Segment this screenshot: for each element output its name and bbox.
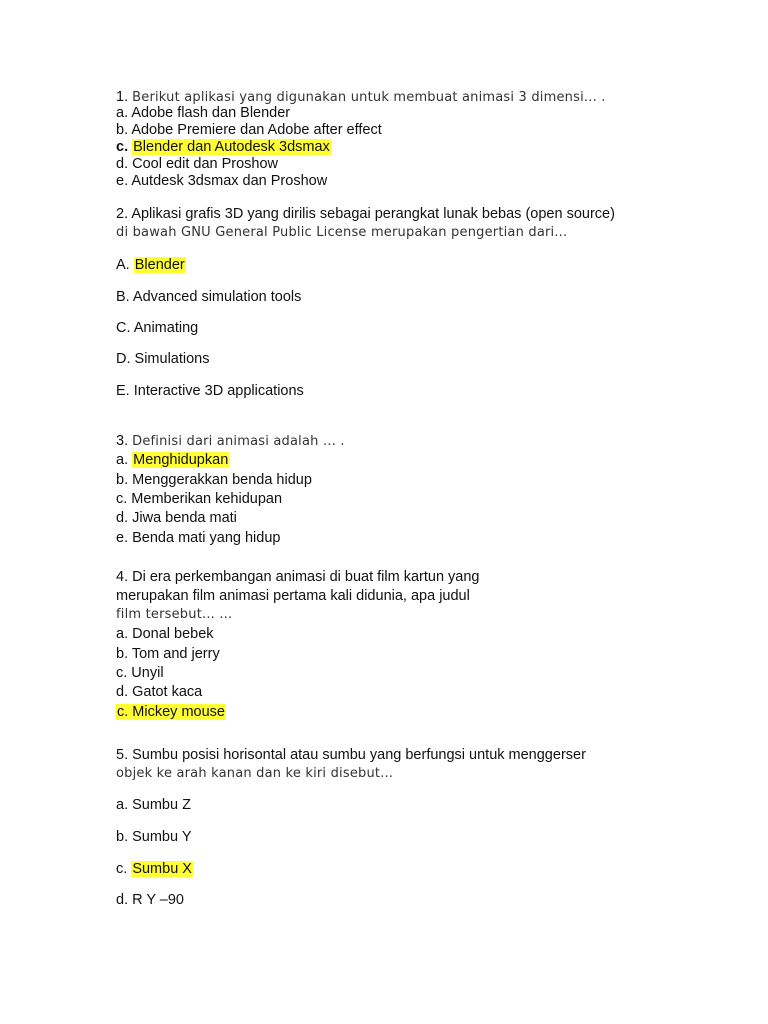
q1-option-a: a. Adobe flash dan Blender (116, 105, 291, 121)
q2-option-a-answer: Blender (134, 257, 185, 273)
q2-option-d: D. Simulations (116, 351, 210, 367)
q1-option-e: e. Autdesk 3dsmax dan Proshow (116, 173, 328, 189)
q4-option-e-answer: c. Mickey mouse (117, 704, 225, 720)
q1-option-c (116, 138, 331, 156)
q2-option-e: E. Interactive 3D applications (116, 383, 304, 399)
q3-option-d: d. Jiwa benda mati (116, 510, 237, 526)
q5-option-c (116, 860, 193, 878)
q4-option-b: b. Tom and jerry (116, 646, 220, 662)
q3-question (116, 432, 345, 451)
q5-option-c-answer: Sumbu X (132, 861, 192, 877)
q4-question-line3: film tersebut... ... (116, 607, 233, 622)
q5-option-a: a. Sumbu Z (116, 797, 191, 813)
q2-option-c: C. Animating (116, 320, 199, 336)
q2-option-b: B. Advanced simulation tools (116, 289, 302, 305)
q4-option-e (116, 703, 226, 721)
q1-option-c-answer: Blender dan Autodesk 3dsmax (133, 139, 330, 155)
q3-question-text: Definisi dari animasi adalah … . (132, 434, 345, 449)
q4-option-d: d. Gatot kaca (116, 684, 203, 700)
q3-number: 3. (116, 433, 129, 449)
q5-option-d: d. R Y –90 (116, 892, 184, 908)
q5-option-b: b. Sumbu Y (116, 829, 192, 845)
q3-option-b: b. Menggerakkan benda hidup (116, 472, 312, 488)
q1-option-c-letter: c. (116, 139, 129, 155)
q1-number: 1. (116, 89, 129, 105)
q2-question-line2: di bawah GNU General Public License merupakan pengertian dari... (116, 225, 568, 240)
q5-question-line1: 5. Sumbu posisi horisontal atau sumbu yang berfungsi untuk menggerser (116, 747, 586, 763)
q4-question-line2: merupakan film animasi pertama kali didunia, apa judul (116, 588, 470, 604)
q5-question-line2: objek ke arah kanan dan ke kiri disebut... (116, 766, 394, 781)
q2-option-a (116, 256, 186, 274)
q4-question-line1: 4. Di era perkembangan animasi di buat film kartun yang (116, 569, 480, 585)
q4-option-c: c. Unyil (116, 665, 164, 681)
q2-question-line1: 2. Aplikasi grafis 3D yang dirilis sebagai perangkat lunak bebas (open source) (116, 206, 615, 222)
q1-option-d: d. Cool edit dan Proshow (116, 156, 279, 172)
q5-option-c-letter: c. (116, 861, 128, 877)
q3-option-a-answer: Menghidupkan (133, 452, 229, 468)
q4-option-a: a. Donal bebek (116, 626, 214, 642)
q3-option-a-letter: a. (116, 452, 129, 468)
q3-option-a (116, 451, 229, 469)
q3-option-e: e. Benda mati yang hidup (116, 530, 281, 546)
q3-option-c: c. Memberikan kehidupan (116, 491, 283, 507)
q1-question-text: Berikut aplikasi yang digunakan untuk membuat animasi 3 dimensi... . (132, 90, 606, 105)
q2-option-a-letter: A. (116, 257, 130, 273)
q1-option-b: b. Adobe Premiere dan Adobe after effect (116, 122, 382, 138)
